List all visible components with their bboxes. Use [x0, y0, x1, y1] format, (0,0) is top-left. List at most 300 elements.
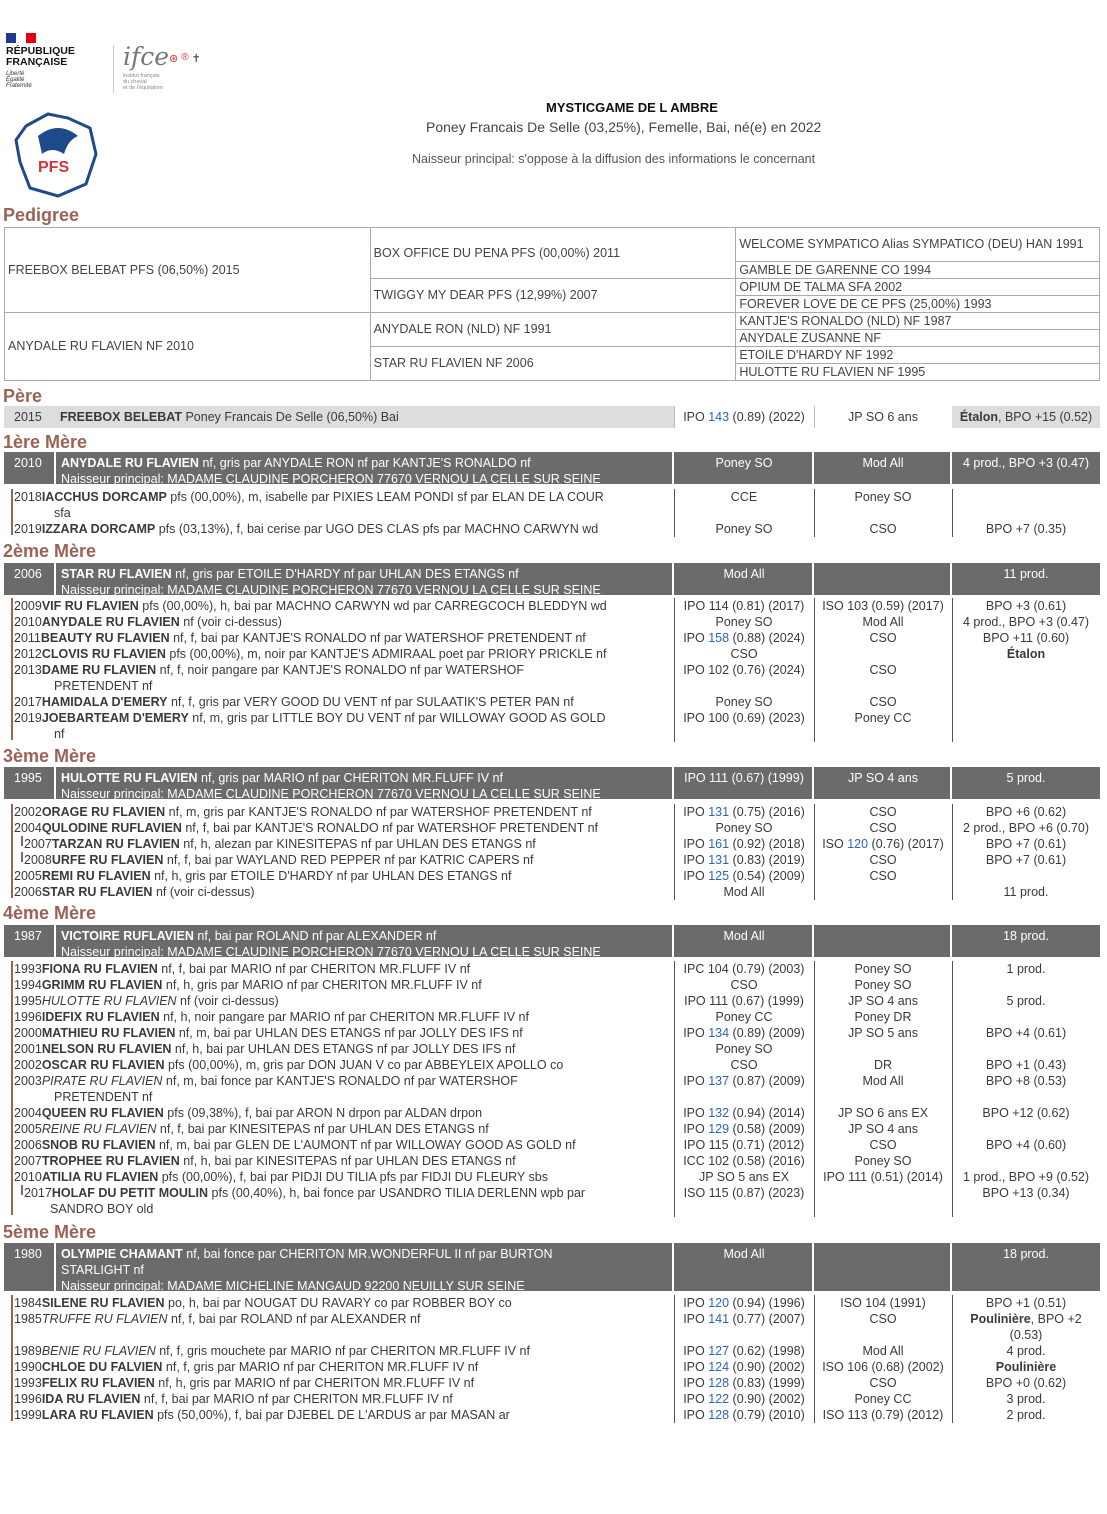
- product-name[interactable]: TRUFFE RU FLAVIEN: [41, 1312, 168, 1326]
- product-desc: pfs (00,00%), h, bai par MACHNO CARWYN wd par CARREGCOCH BLEDDYN wd: [138, 599, 607, 613]
- product-col1: IPO 129 (0.58) (2009): [683, 1122, 805, 1136]
- m5-header-row: [4, 1243, 1100, 1291]
- m1-year: 2010: [14, 456, 42, 470]
- product-name[interactable]: PIRATE RU FLAVIEN: [41, 1074, 163, 1088]
- m5-year: 1980: [14, 1247, 42, 1261]
- product-col2: JP SO 4 ans: [848, 1122, 918, 1136]
- product-year: 2010: [14, 1170, 42, 1184]
- product-desc: nf (voir ci-dessus): [179, 615, 282, 629]
- breeder-info: Naisseur principal: s'oppose à la diffusion des informations le concernant: [412, 152, 816, 166]
- product-col2: CSO: [869, 522, 897, 536]
- product-row[interactable]: [4, 1009, 1100, 1025]
- product-desc: nf (voir ci-dessus): [152, 885, 255, 899]
- m5-col3: 18 prod.: [1003, 1247, 1049, 1261]
- product-col1: IPO 158 (0.88) (2024): [683, 631, 805, 645]
- product-desc: nf, h, noir pangare par MARIO nf par CHERITON MR.FLUFF IV nf: [159, 1010, 529, 1024]
- product-row[interactable]: [4, 1105, 1100, 1121]
- horse-info: Poney Francais De Selle (03,25%), Femelle, Bai, né(e) en 2022: [426, 119, 822, 135]
- horse-name: MYSTICGAME DE L AMBRE: [546, 100, 718, 115]
- product-name[interactable]: MATHIEU RU FLAVIEN: [41, 1026, 176, 1040]
- product-col1: IPO 120 (0.94) (1996): [683, 1296, 805, 1310]
- pedigree-dam[interactable]: ANYDALE RU FLAVIEN NF 2010: [5, 313, 371, 381]
- product-col3: Poulinière: [995, 1360, 1057, 1374]
- product-col2: ISO 106 (0.68) (2002): [822, 1360, 944, 1374]
- product-name[interactable]: URFE RU FLAVIEN: [51, 853, 164, 867]
- product-col2: CSO: [869, 805, 897, 819]
- product-col3: BPO +4 (0.60): [985, 1138, 1067, 1152]
- product-desc: nf, f, bai par KINESITEPAS nf par UHLAN DES ETANGS nf: [156, 1122, 489, 1136]
- product-name[interactable]: JOEBARTEAM D'EMERY: [41, 711, 189, 725]
- m2-heading: 2ème Mère: [3, 541, 97, 561]
- product-name[interactable]: FIONA RU FLAVIEN: [41, 962, 158, 976]
- product-desc: nf, h, gris par ETOILE D'HARDY nf par UHLAN DES ETANGS nf: [150, 869, 512, 883]
- product-col3: BPO +1 (0.51): [985, 1296, 1067, 1310]
- product-desc: pfs (00,00%), f, bai par PIDJI DU TILIA pfs par FIDJI DU FLEURY sbs: [158, 1170, 548, 1184]
- product-col3: Étalon: [1006, 647, 1046, 661]
- product-year: 1999: [14, 1408, 42, 1422]
- product-desc: nf, h, alezan par KINESITEPAS nf par UHLAN DES ETANGS nf: [179, 837, 536, 851]
- product-year: 1985: [14, 1312, 42, 1326]
- product-col2: Mod All: [862, 1344, 904, 1358]
- pedigree-ds[interactable]: ANYDALE RON (NLD) NF 1991: [370, 313, 736, 347]
- product-col3: BPO +11 (0.60): [982, 631, 1070, 645]
- product-col3: 5 prod.: [1006, 994, 1046, 1008]
- pere-heading: Père: [3, 386, 43, 406]
- product-row[interactable]: [4, 1391, 1100, 1407]
- m1-header-row: [4, 452, 1100, 484]
- pedigree-ssd[interactable]: GAMBLE DE GARENNE CO 1994: [736, 262, 1100, 279]
- m4-heading: 4ème Mère: [3, 903, 97, 923]
- product-col1: IPO 114 (0.81) (2017): [683, 599, 805, 613]
- product-col1: IPO 134 (0.89) (2009): [683, 1026, 805, 1040]
- product-desc: nf, h, bai par KINESITEPAS nf par UHLAN DES ETANGS nf: [179, 1154, 516, 1168]
- m2-header-row: [4, 563, 1100, 595]
- product-name[interactable]: VIF RU FLAVIEN: [41, 599, 139, 613]
- product-desc: nf, f, bai par MARIO nf par CHERITON MR.FLUFF IV nf: [140, 1392, 453, 1406]
- product-desc: nf, h, gris par MARIO nf par CHERITON MR.FLUFF IV nf: [162, 978, 482, 992]
- product-col2: Poney SO: [854, 978, 912, 992]
- product-name[interactable]: ATILIA RU FLAVIEN: [41, 1170, 159, 1184]
- product-col2: CSO: [869, 1376, 897, 1390]
- m3-name[interactable]: HULOTTE RU FLAVIEN: [61, 771, 198, 785]
- pedigree-heading: Pedigree: [3, 205, 80, 225]
- product-year: 1996: [14, 1392, 42, 1406]
- product-year: 2005: [14, 1122, 42, 1136]
- product-desc: nf, m, bai fonce par KANTJE'S RONALDO nf par WATERSHOF: [162, 1074, 518, 1088]
- product-name[interactable]: CHLOE DU FALVIEN: [41, 1360, 163, 1374]
- product-col1: CSO: [730, 647, 758, 661]
- product-row[interactable]: [4, 977, 1100, 993]
- m4-desc: nf, bai par ROLAND nf par ALEXANDER nf: [193, 929, 437, 943]
- product-row[interactable]: [4, 662, 1100, 694]
- m3-header-row: [4, 767, 1100, 799]
- product-year: 2010: [14, 615, 42, 629]
- product-desc: pfs (50,00%), f, bai par DJEBEL DE L'ARDUS ar par MASAN ar: [153, 1408, 510, 1422]
- product-desc2: PRETENDENT nf: [54, 679, 153, 693]
- product-year: 2003: [14, 1074, 42, 1088]
- product-col2: ISO 113 (0.79) (2012): [822, 1408, 944, 1422]
- m4-col3: 18 prod.: [1003, 929, 1049, 943]
- product-name[interactable]: HAMIDALA D'EMERY: [41, 695, 168, 709]
- product-col2: ISO 103 (0.59) (2017): [822, 599, 944, 613]
- product-desc: nf, f, gris par VERY GOOD DU VENT nf par SULAATIK'S PETER PAN nf: [167, 695, 574, 709]
- product-col2: Mod All: [862, 615, 904, 629]
- product-year: 2013: [14, 663, 42, 677]
- m1-heading: 1ère Mère: [3, 432, 88, 452]
- product-col1: IPO 141 (0.77) (2007): [683, 1312, 805, 1326]
- product-desc2: nf: [54, 727, 65, 741]
- product-row[interactable]: [4, 1407, 1100, 1423]
- product-name[interactable]: IZZARA DORCAMP: [41, 522, 156, 536]
- product-name[interactable]: HULOTTE RU FLAVIEN: [41, 994, 177, 1008]
- product-col1: Poney SO: [715, 821, 773, 835]
- product-col2: CSO: [869, 853, 897, 867]
- product-col1: IPO 137 (0.87) (2009): [683, 1074, 805, 1088]
- product-row[interactable]: [4, 1295, 1100, 1311]
- product-year: 2002: [14, 1058, 42, 1072]
- product-col3: 2 prod.: [1006, 1408, 1046, 1422]
- pedigree-table: [4, 227, 1100, 381]
- product-col2: ISO 120 (0.76) (2017): [822, 837, 944, 851]
- m4-year: 1987: [14, 929, 42, 943]
- product-desc: pfs (00,00%), m, noir par KANTJE'S ADMIRAAL poet par PRIORY PRICKLE nf: [165, 647, 607, 661]
- product-col1: CCE: [730, 490, 758, 504]
- m1-col2: Mod All: [862, 456, 904, 470]
- product-row[interactable]: [4, 836, 1100, 852]
- product-col3: BPO +13 (0.34): [982, 1186, 1070, 1200]
- product-col2: CSO: [869, 1312, 897, 1326]
- product-name[interactable]: QUEEN RU FLAVIEN: [41, 1106, 164, 1120]
- m4-name[interactable]: VICTOIRE RUFLAVIEN: [61, 929, 194, 943]
- product-name[interactable]: REINE RU FLAVIEN: [41, 1122, 157, 1136]
- product-name[interactable]: IDEFIX RU FLAVIEN: [41, 1010, 160, 1024]
- product-col2: CSO: [869, 663, 897, 677]
- product-desc: nf, f, bai par ROLAND nf par ALEXANDER nf: [167, 1312, 421, 1326]
- product-row[interactable]: [4, 1073, 1100, 1105]
- m4-header-row: [4, 925, 1100, 957]
- product-row[interactable]: [4, 694, 1100, 710]
- product-row[interactable]: [4, 598, 1100, 614]
- product-row[interactable]: [4, 1121, 1100, 1137]
- product-name[interactable]: IDA RU FLAVIEN: [41, 1392, 141, 1406]
- product-row[interactable]: [4, 1057, 1100, 1073]
- product-row[interactable]: [4, 804, 1100, 820]
- product-col2: Poney CC: [854, 711, 912, 725]
- product-year: 2019: [14, 711, 42, 725]
- m5-desc: nf, bai fonce par CHERITON MR.WONDERFUL II nf par BURTON: [182, 1247, 553, 1261]
- product-col1: Poney SO: [715, 522, 773, 536]
- product-row[interactable]: [4, 852, 1100, 868]
- product-desc: nf, f, noir pangare par KANTJE'S RONALDO nf par WATERSHOF: [156, 663, 524, 677]
- ifce-icons: ⊛ ® ✝: [169, 52, 201, 65]
- product-desc: nf, f, bai par KANTJE'S RONALDO nf par WATERSHOF PRETENDENT nf: [181, 821, 599, 835]
- product-col1: IPO 161 (0.92) (2018): [683, 837, 805, 851]
- product-col3: 2 prod., BPO +6 (0.70): [962, 821, 1090, 835]
- product-year: 1993: [14, 1376, 42, 1390]
- m4-col1: Mod All: [723, 929, 765, 943]
- pedigree-sss[interactable]: WELCOME SYMPATICO Alias SYMPATICO (DEU) HAN 1991: [736, 228, 1100, 262]
- product-name[interactable]: IACCHUS DORCAMP: [41, 490, 167, 504]
- product-year: 1993: [14, 962, 42, 976]
- product-col3: 1 prod.: [1006, 962, 1046, 976]
- m2-col1: Mod All: [723, 567, 765, 581]
- product-col2: Poney SO: [854, 962, 912, 976]
- pedigree-dss[interactable]: KANTJE'S RONALDO (NLD) NF 1987: [736, 313, 1100, 330]
- product-col3: Poulinière, BPO +2 (0.53): [970, 1312, 1082, 1342]
- product-name[interactable]: ANYDALE RU FLAVIEN: [41, 615, 180, 629]
- product-year: 2012: [14, 647, 42, 661]
- m1-name[interactable]: ANYDALE RU FLAVIEN: [61, 456, 199, 470]
- product-name[interactable]: QULODINE RUFLAVIEN: [41, 821, 182, 835]
- pedigree-sire[interactable]: FREEBOX BELEBAT PFS (06,50%) 2015: [5, 228, 371, 313]
- product-row[interactable]: [4, 710, 1100, 742]
- m1-desc: nf, gris par ANYDALE RON nf par KANTJE'S RONALDO nf: [198, 456, 531, 470]
- product-desc: nf, m, bai par GLEN DE L'AUMONT nf par WILLOWAY GOOD AS GOLD nf: [155, 1138, 576, 1152]
- product-year: 2002: [14, 805, 42, 819]
- pere-status: Étalon, BPO +15 (0.52): [959, 410, 1093, 424]
- product-desc: pfs (03,13%), f, bai cerise par UGO DES CLAS pfs par MACHNO CARWYN wd: [155, 522, 599, 536]
- product-row[interactable]: [4, 614, 1100, 630]
- product-name[interactable]: OSCAR RU FLAVIEN: [41, 1058, 165, 1072]
- product-name[interactable]: ORAGE RU FLAVIEN: [41, 805, 166, 819]
- logo-divider: [113, 45, 114, 93]
- product-desc: po, h, bai par NOUGAT DU RAVARY co par ROBBER BOY co: [164, 1296, 512, 1310]
- product-desc2: sfa: [54, 506, 71, 520]
- m3-heading: 3ème Mère: [3, 746, 97, 766]
- product-row[interactable]: [4, 1025, 1100, 1041]
- product-col3: BPO +1 (0.43): [985, 1058, 1067, 1072]
- product-col1: Mod All: [723, 885, 765, 899]
- product-name[interactable]: BENIE RU FLAVIEN: [41, 1344, 156, 1358]
- product-desc: nf, f, bai par MARIO nf par CHERITON MR.FLUFF IV nf: [157, 962, 471, 976]
- product-row[interactable]: [4, 993, 1100, 1009]
- product-col1: CSO: [730, 978, 758, 992]
- pedigree-sds[interactable]: OPIUM DE TALMA SFA 2002: [736, 279, 1100, 296]
- product-col2: CSO: [869, 695, 897, 709]
- m1-col1: Poney SO: [715, 456, 773, 470]
- product-row[interactable]: [4, 1311, 1100, 1343]
- product-name[interactable]: NELSON RU FLAVIEN: [41, 1042, 172, 1056]
- product-col1: IPO 122 (0.90) (2002): [683, 1392, 805, 1406]
- product-year: 2018: [14, 490, 42, 504]
- product-name[interactable]: GRIMM RU FLAVIEN: [41, 978, 163, 992]
- product-name[interactable]: DAME RU FLAVIEN: [41, 663, 157, 677]
- product-col3: BPO +8 (0.53): [985, 1074, 1067, 1088]
- pedigree-ddd[interactable]: HULOTTE RU FLAVIEN NF 1995: [736, 364, 1100, 381]
- product-year: 2009: [14, 599, 42, 613]
- product-desc: nf, f, bai par KANTJE'S RONALDO nf par WATERSHOF PRETENDENT nf: [169, 631, 586, 645]
- pedigree-dd[interactable]: STAR RU FLAVIEN NF 2006: [370, 347, 736, 381]
- product-col2: Poney DR: [854, 1010, 912, 1024]
- product-row[interactable]: [4, 1041, 1100, 1057]
- m2-naisseur: Naisseur principal: MADAME CLAUDINE PORCHERON 77670 VERNOU LA CELLE SUR SEINE: [61, 583, 601, 597]
- product-row[interactable]: [4, 1185, 1100, 1217]
- product-row[interactable]: [4, 1359, 1100, 1375]
- product-col1: Poney SO: [715, 1042, 773, 1056]
- product-name[interactable]: TROPHEE RU FLAVIEN: [41, 1154, 180, 1168]
- product-desc: pfs (00,00%), m, isabelle par PIXIES LEAM PONDI sf par ELAN DE LA COUR: [166, 490, 604, 504]
- pedigree-sdd[interactable]: FOREVER LOVE DE CE PFS (25,00%) 1993: [736, 296, 1100, 313]
- product-name[interactable]: CLOVIS RU FLAVIEN: [41, 647, 166, 661]
- product-col2: DR: [873, 1058, 893, 1072]
- product-col1: IPO 128 (0.79) (2010): [683, 1408, 805, 1422]
- product-name[interactable]: STAR RU FLAVIEN: [41, 885, 153, 899]
- product-row[interactable]: [4, 646, 1100, 662]
- product-desc: pfs (09,38%), f, bai par ARON N drpon par ALDAN drpon: [163, 1106, 483, 1120]
- product-desc2: PRETENDENT nf: [54, 1090, 153, 1104]
- m3-year: 1995: [14, 771, 42, 785]
- product-year: 2004: [14, 821, 42, 835]
- product-desc: pfs (00,40%), h, bai fonce par USANDRO TILIA DERLENN wpb par: [208, 1186, 586, 1200]
- product-col3: BPO +0 (0.62): [985, 1376, 1067, 1390]
- product-col2: CSO: [869, 821, 897, 835]
- product-col3: 11 prod.: [1003, 885, 1049, 899]
- product-year: 2017: [24, 1186, 52, 1200]
- product-year: 2005: [14, 869, 42, 883]
- product-col3: BPO +7 (0.61): [985, 853, 1067, 867]
- product-name[interactable]: LARA RU FLAVIEN: [41, 1408, 154, 1422]
- product-col3: 4 prod.: [1006, 1344, 1046, 1358]
- product-row[interactable]: [4, 630, 1100, 646]
- product-col3: BPO +4 (0.61): [985, 1026, 1067, 1040]
- product-row[interactable]: [4, 1137, 1100, 1153]
- m2-name[interactable]: STAR RU FLAVIEN: [61, 567, 172, 581]
- product-year: 2007: [14, 1154, 42, 1168]
- product-col1: IPO 127 (0.62) (1998): [683, 1344, 805, 1358]
- product-row[interactable]: [4, 1375, 1100, 1391]
- product-desc: nf, h, gris par MARIO nf par CHERITON MR.FLUFF IV nf: [154, 1376, 475, 1390]
- product-col1: JP SO 5 ans EX: [698, 1170, 790, 1184]
- product-desc: nf, m, gris par LITTLE BOY DU VENT nf par WILLOWAY GOOD AS GOLD: [188, 711, 606, 725]
- product-col3: BPO +6 (0.62): [985, 805, 1067, 819]
- m5-heading: 5ème Mère: [3, 1222, 97, 1242]
- product-col2: JP SO 4 ans: [848, 994, 918, 1008]
- product-year: 1996: [14, 1010, 42, 1024]
- product-year: 1995: [14, 994, 42, 1008]
- republique-francaise-logo: RÉPUBLIQUE FRANÇAISE: [6, 45, 75, 68]
- m5-col1: Mod All: [723, 1247, 765, 1261]
- product-row[interactable]: [4, 521, 1100, 537]
- product-col2: Mod All: [862, 1074, 904, 1088]
- m3-desc: nf, gris par MARIO nf par CHERITON MR.FLUFF IV nf: [197, 771, 503, 785]
- product-row[interactable]: [4, 1343, 1100, 1359]
- product-name[interactable]: TARZAN RU FLAVIEN: [51, 837, 180, 851]
- ifce-logo: ifce: [123, 42, 170, 71]
- product-col3: 3 prod.: [1006, 1392, 1046, 1406]
- product-col1: IPO 124 (0.90) (2002): [683, 1360, 805, 1374]
- m3-col2: JP SO 4 ans: [848, 771, 918, 785]
- product-year: 2017: [14, 695, 42, 709]
- pere-name[interactable]: FREEBOX BELEBAT: [60, 410, 182, 424]
- product-year: 2004: [14, 1106, 42, 1120]
- product-desc: nf, f, gris par MARIO nf par CHERITON MR.FLUFF IV nf: [162, 1360, 479, 1374]
- product-desc2: SANDRO BOY old: [50, 1202, 154, 1216]
- product-col3: BPO +7 (0.35): [985, 522, 1067, 536]
- product-year: 1990: [14, 1360, 42, 1374]
- product-name[interactable]: REMI RU FLAVIEN: [41, 869, 151, 883]
- product-name[interactable]: SILENE RU FLAVIEN: [41, 1296, 165, 1310]
- product-col1: IPO 100 (0.69) (2023): [683, 711, 805, 725]
- product-row[interactable]: [4, 1153, 1100, 1169]
- product-year: 2011: [14, 631, 41, 645]
- product-year: 2006: [14, 885, 42, 899]
- m2-col3: 11 prod.: [1003, 567, 1049, 581]
- product-col2: ISO 104 (1991): [840, 1296, 926, 1310]
- product-col1: Poney SO: [715, 615, 773, 629]
- product-year: 2001: [14, 1042, 42, 1056]
- m3-naisseur: Naisseur principal: MADAME CLAUDINE PORCHERON 77670 VERNOU LA CELLE SUR SEINE: [61, 787, 601, 801]
- product-row[interactable]: [4, 961, 1100, 977]
- product-col2: Poney SO: [854, 1154, 912, 1168]
- m5-naisseur: Naisseur principal: MADAME MICHELINE MANGAUD 92200 NEUILLY SUR SEINE: [61, 1279, 525, 1293]
- product-col1: Poney SO: [715, 695, 773, 709]
- product-col1: Poney CC: [715, 1010, 773, 1024]
- product-col1: IPO 128 (0.83) (1999): [683, 1376, 805, 1390]
- product-row[interactable]: [4, 489, 1100, 521]
- pere-index: IPO 143 (0.89) (2022): [683, 410, 805, 424]
- product-col3: 1 prod., BPO +9 (0.52): [962, 1170, 1090, 1184]
- m5-name[interactable]: OLYMPIE CHAMANT: [61, 1247, 183, 1261]
- product-col1: IPO 115 (0.71) (2012): [683, 1138, 805, 1152]
- pere-row: [4, 406, 1100, 428]
- pedigree-ss[interactable]: BOX OFFICE DU PENA PFS (00,00%) 2011: [370, 228, 736, 279]
- product-col1: IPO 102 (0.76) (2024): [683, 663, 805, 677]
- product-row[interactable]: [4, 1169, 1100, 1185]
- product-year: 2008: [24, 853, 52, 867]
- product-name[interactable]: FELIX RU FLAVIEN: [41, 1376, 155, 1390]
- product-col2: Poney SO: [854, 490, 912, 504]
- pedigree-dds[interactable]: ETOILE D'HARDY NF 1992: [736, 347, 1100, 364]
- product-desc: nf, f, bai par WAYLAND RED PEPPER nf par KATRIC CAPERS nf: [163, 853, 534, 867]
- product-year: 2000: [14, 1026, 42, 1040]
- m2-year: 2006: [14, 567, 42, 581]
- product-col3: BPO +12 (0.62): [982, 1106, 1070, 1120]
- m2-desc: nf, gris par ETOILE D'HARDY nf par UHLAN DES ETANGS nf: [171, 567, 519, 581]
- product-name[interactable]: HOLAF DU PETIT MOULIN: [51, 1186, 209, 1200]
- devise: Liberté Égalité Fraternité: [6, 71, 32, 89]
- product-col2: CSO: [869, 1138, 897, 1152]
- product-col2: CSO: [869, 869, 897, 883]
- product-col1: IPO 125 (0.54) (2009): [683, 869, 805, 883]
- product-name[interactable]: SNOB RU FLAVIEN: [41, 1138, 156, 1152]
- m1-col3: 4 prod., BPO +3 (0.47): [962, 456, 1090, 470]
- product-col3: BPO +3 (0.61): [985, 599, 1067, 613]
- product-col1: ISO 115 (0.87) (2023): [683, 1186, 805, 1200]
- product-col3: 4 prod., BPO +3 (0.47): [962, 615, 1090, 629]
- product-desc: nf, m, bai par UHLAN DES ETANGS nf par JOLLY DES IFS nf: [175, 1026, 523, 1040]
- m1-naisseur: Naisseur principal: MADAME CLAUDINE PORCHERON 77670 VERNOU LA CELLE SUR SEINE: [61, 472, 601, 486]
- pedigree-dsd[interactable]: ANYDALE ZUSANNE NF: [736, 330, 1100, 347]
- product-row[interactable]: [4, 868, 1100, 884]
- product-desc: nf, f, gris mouchete par MARIO nf par CHERITON MR.FLUFF IV nf: [155, 1344, 530, 1358]
- product-row[interactable]: [4, 884, 1100, 900]
- pere-perf: JP SO 6 ans: [848, 410, 918, 424]
- product-name[interactable]: BEAUTY RU FLAVIEN: [40, 631, 170, 645]
- product-year: 1984: [14, 1296, 42, 1310]
- product-col2: JP SO 5 ans: [848, 1026, 918, 1040]
- product-year: 2007: [24, 837, 52, 851]
- product-col1: IPO 131 (0.83) (2019): [683, 853, 805, 867]
- product-col2: IPO 111 (0.51) (2014): [823, 1170, 943, 1184]
- pere-year: 2015: [14, 410, 42, 424]
- pedigree-sd[interactable]: TWIGGY MY DEAR PFS (12,99%) 2007: [370, 279, 736, 313]
- ifce-subtitle: institut français du cheval et de l'équitation: [123, 73, 163, 91]
- product-desc: nf, m, gris par KANTJE'S RONALDO nf par WATERSHOF PRETENDENT nf: [165, 805, 592, 819]
- pere-desc: Poney Francais De Selle (06,50%) Bai: [182, 410, 399, 424]
- product-row[interactable]: [4, 820, 1100, 836]
- product-col2: Poney CC: [854, 1392, 912, 1406]
- pfs-logo: [8, 106, 103, 201]
